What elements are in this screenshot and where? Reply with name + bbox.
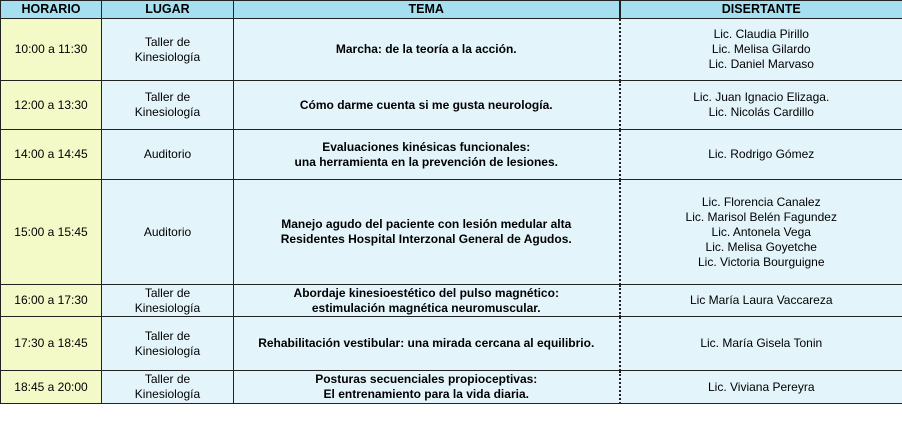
time-text: 18:45 a 20:00 [14, 379, 88, 394]
table-row [1, 81, 902, 130]
place-cell [102, 130, 234, 180]
table-row [1, 317, 902, 371]
place-cell [102, 19, 234, 81]
place-line: Taller de [144, 90, 191, 104]
time-text: 17:30 a 18:45 [14, 336, 88, 350]
topic-cell [234, 180, 620, 285]
place-line: Kinesiología [134, 387, 201, 401]
speaker-cell [620, 371, 902, 404]
place-line: Taller de [144, 285, 191, 300]
topic-cell [234, 130, 620, 180]
header-speaker: DISERTANTE [620, 1, 902, 19]
table-row [1, 19, 902, 81]
topic-line: Cómo darme cuenta si me gusta neurología. [299, 97, 553, 112]
time-text: 12:00 a 13:30 [14, 97, 88, 112]
time-cell [1, 371, 102, 404]
topic-line: Residentes Hospital Interzonal General de Agudos. [280, 232, 572, 246]
speaker-cell [620, 317, 902, 371]
place-line: Auditorio [143, 147, 192, 161]
table-row [1, 371, 902, 404]
place-line: Taller de [144, 328, 191, 343]
topic-line: estimulación magnética neuromuscular. [311, 300, 541, 315]
topic-line: Abordaje kinesioestético del pulso magnético: [293, 285, 559, 300]
table-row [1, 285, 902, 317]
time-cell [1, 19, 102, 81]
speaker-name: Lic María Laura Vaccareza [689, 293, 833, 307]
time-cell [1, 317, 102, 371]
topic-line: Manejo agudo del paciente con lesión medular alta [281, 217, 572, 231]
header-topic: TEMA [234, 1, 620, 19]
time-text: 16:00 a 17:30 [14, 293, 88, 307]
place-cell [102, 285, 234, 317]
speaker-name: Lic. Rodrigo Gómez [708, 147, 815, 161]
speaker-name: Lic. Florencia Canalez [701, 194, 821, 209]
place-cell [102, 371, 234, 404]
speaker-name: Lic. Nicolás Cardillo [708, 105, 814, 119]
speaker-name: Lic. Juan Ignacio Elizaga. [693, 90, 830, 104]
speaker-name: Lic. María Gisela Tonin [700, 336, 823, 350]
topic-cell [234, 19, 620, 81]
speaker-name: Lic. Antonela Vega [711, 224, 811, 239]
topic-line: Evaluaciones kinésicas funcionales: [322, 139, 531, 154]
place-cell [102, 81, 234, 130]
speaker-name: Lic. Claudia Pirillo [713, 27, 809, 41]
speaker-name: Lic. Viviana Pereyra [708, 379, 815, 394]
schedule-body [1, 19, 902, 404]
speaker-cell [620, 81, 902, 130]
topic-line: El entrenamiento para la vida diaria. [323, 387, 529, 401]
speaker-cell [620, 285, 902, 317]
table-row [1, 130, 902, 180]
time-cell [1, 130, 102, 180]
table-row [1, 180, 902, 285]
topic-line: Marcha: de la teoría a la acción. [335, 42, 517, 56]
header-time: HORARIO [1, 1, 102, 19]
speaker-cell [620, 19, 902, 81]
place-line: Taller de [144, 34, 191, 49]
time-cell [1, 81, 102, 130]
place-line: Kinesiología [134, 105, 201, 119]
speaker-cell [620, 130, 902, 180]
speaker-name: Lic. Melisa Goyetche [705, 239, 817, 254]
header-row [1, 1, 902, 19]
time-cell [1, 180, 102, 285]
topic-line: Rehabilitación vestibular: una mirada cercana al equilibrio. [258, 336, 595, 350]
time-cell [1, 285, 102, 317]
time-text: 15:00 a 15:45 [14, 224, 88, 239]
place-line: Taller de [144, 372, 191, 386]
header-place: LUGAR [102, 1, 234, 19]
topic-cell [234, 317, 620, 371]
speaker-name: Lic. Victoria Bourguigne [697, 254, 825, 269]
speaker-name: Lic. Melisa Gilardo [711, 42, 811, 56]
place-cell [102, 317, 234, 371]
time-text: 14:00 a 14:45 [14, 147, 88, 161]
topic-line: una herramienta en la prevención de lesiones. [294, 154, 558, 169]
place-line: Kinesiología [134, 300, 201, 315]
speaker-cell [620, 180, 902, 285]
time-text: 10:00 a 11:30 [14, 42, 88, 56]
place-line: Auditorio [143, 224, 192, 239]
speaker-name: Lic. Marisol Belén Fagundez [685, 209, 837, 224]
topic-cell [234, 285, 620, 317]
topic-cell [234, 81, 620, 130]
speaker-name: Lic. Daniel Marvaso [708, 57, 814, 71]
topic-cell [234, 371, 620, 404]
place-line: Kinesiología [134, 49, 201, 64]
place-cell [102, 180, 234, 285]
place-line: Kinesiología [134, 343, 201, 358]
topic-line: Posturas secuenciales propioceptivas: [315, 372, 538, 386]
